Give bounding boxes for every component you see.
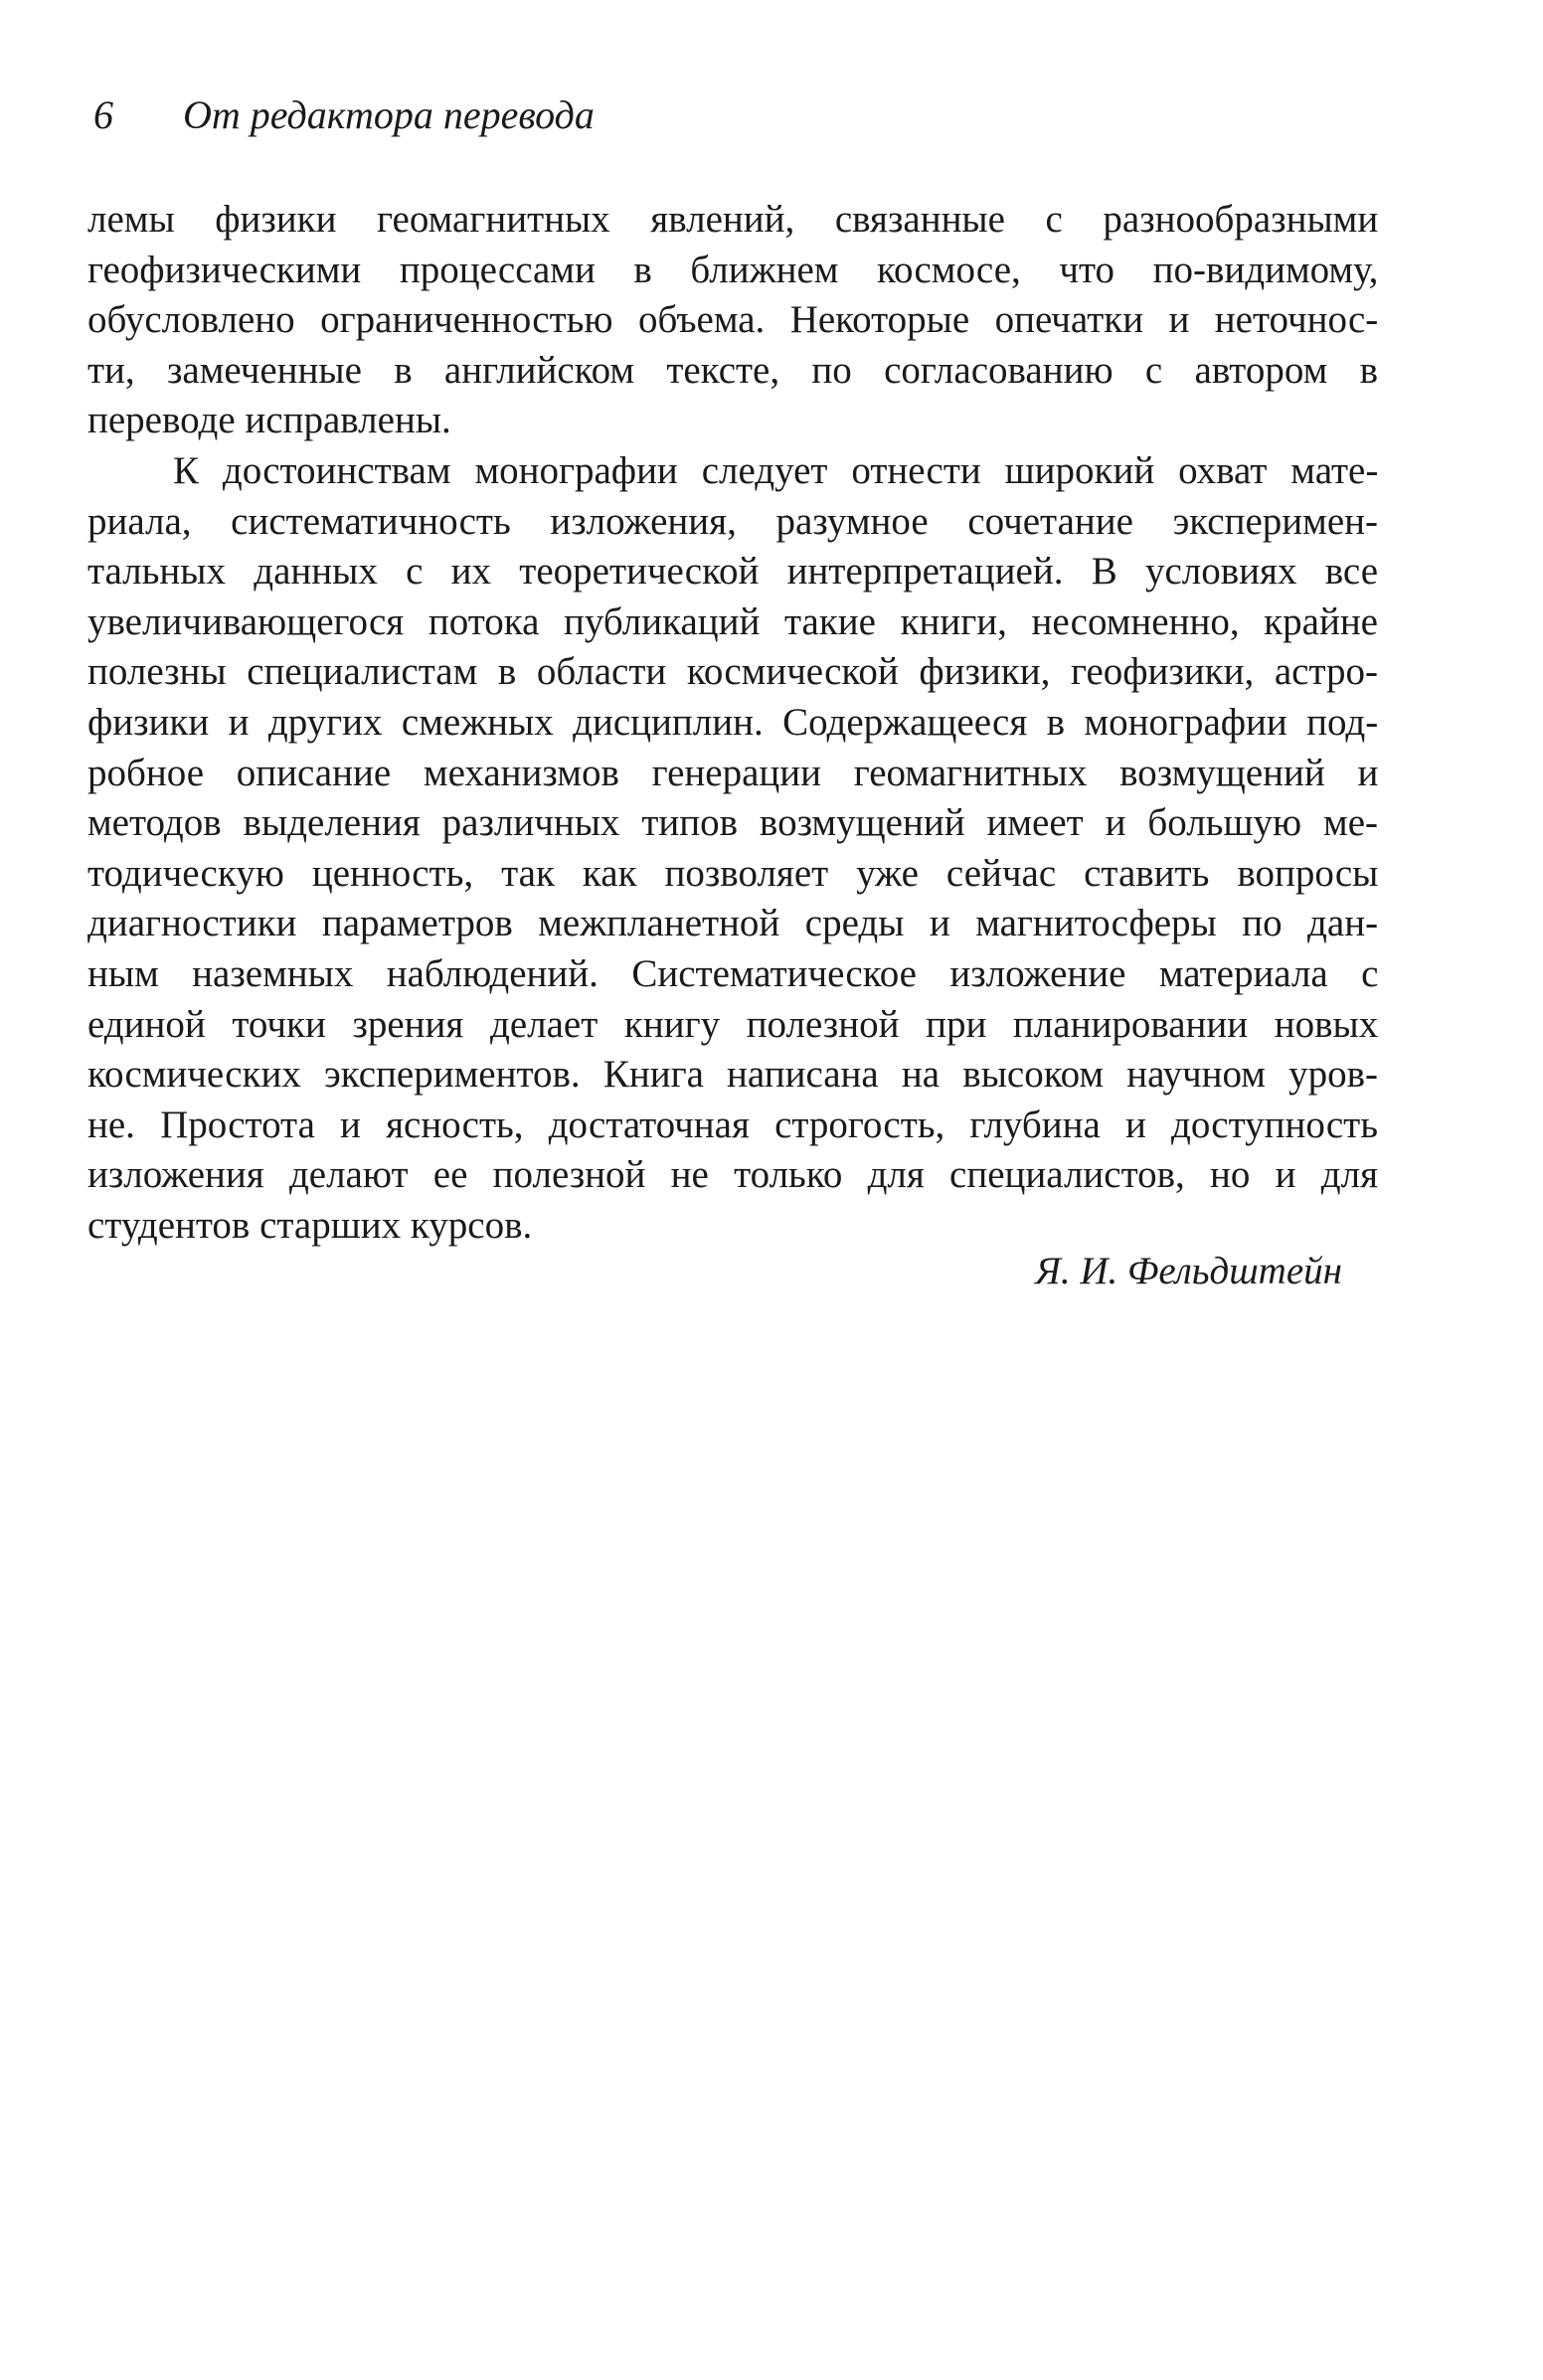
section-title: От редактора перевода (183, 92, 595, 137)
text-line: переводе исправлены. (87, 399, 451, 442)
page-number: 6 (93, 92, 113, 137)
body-text (87, 195, 1378, 1251)
text-line: физики и других смежных дисциплин. Содержащееся в монографии под- (87, 700, 1378, 744)
paragraph-merits (87, 446, 1378, 1252)
text-line: лемы физики геомагнитных явлений, связанные с разнообразными (87, 198, 1378, 241)
text-line: тодическую ценность, так как позволяет уже сейчас ставить вопросы (87, 851, 1378, 895)
text-line: геофизическими процессами в ближнем космосе, что по-видимому, (87, 248, 1378, 291)
text-line: увеличивающегося потока публикаций такие книги, несомненно, крайне (87, 599, 1378, 643)
text-line: тальных данных с их теоретической интерпретацией. В условиях все (87, 550, 1378, 594)
text-line: не. Простота и ясность, достаточная строгость, глубина и доступность (87, 1103, 1378, 1146)
text-line: робное описание механизмов генерации геомагнитных возмущений и (87, 751, 1378, 794)
text-line: студентов старших курсов. (87, 1203, 533, 1247)
text-line: риала, систематичность изложения, разумное сочетание эксперимен- (87, 499, 1378, 543)
running-head (93, 91, 595, 139)
text-line: космических экспериментов. Книга написана на высоком научном уров- (87, 1053, 1378, 1097)
text-line: изложения делают ее полезной не только для специалистов, но и для (87, 1153, 1378, 1197)
text-line: единой точки зрения делает книгу полезной при планировании новых (87, 1002, 1378, 1046)
text-line: диагностики параметров межпланетной среды и магнитосферы по дан- (87, 902, 1378, 945)
text-line: методов выделения различных типов возмущений имеет и большую ме- (87, 801, 1378, 845)
text-line: обусловлено ограниченностью объема. Некоторые опечатки и неточнос- (87, 298, 1378, 342)
text-line: ным наземных наблюдений. Систематическое изложение материала с (87, 951, 1378, 995)
text-line: К достоинствам монографии следует отнести широкий охват мате- (173, 448, 1378, 492)
text-line: ти, замеченные в английском тексте, по согласованию с автором в (87, 348, 1378, 392)
text-line: полезны специалистам в области космической физики, геофизики, астро- (87, 650, 1378, 694)
paragraph-continuation (87, 195, 1378, 446)
editor-signature: Я. И. Фельдштейн (1035, 1250, 1342, 1292)
